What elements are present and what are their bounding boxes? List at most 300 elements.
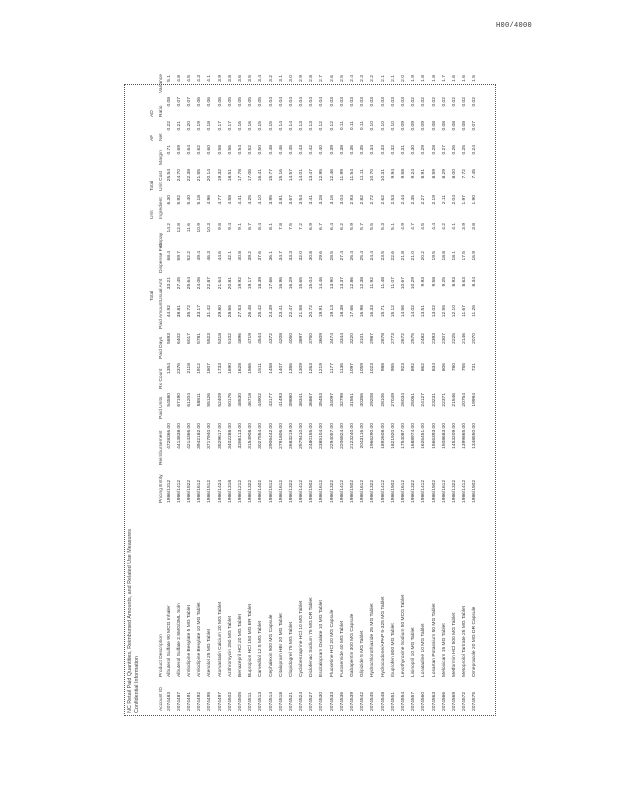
value-cell: 0.11 bbox=[339, 121, 345, 131]
product-description-cell: Lisinopril 10 MG Tablet bbox=[411, 627, 417, 677]
product-description-cell: Gabapentin 300 MG Capsule bbox=[350, 613, 356, 677]
value-cell: 8.34 bbox=[472, 277, 478, 287]
table-row bbox=[430, 73, 440, 713]
value-cell: 0.62 bbox=[197, 145, 203, 155]
value-cell: 30.8 bbox=[309, 251, 315, 261]
value-cell: 10.29 bbox=[411, 277, 417, 290]
value-cell: 0.10 bbox=[380, 121, 386, 131]
value-cell: 2482 bbox=[421, 333, 427, 344]
value-cell: 22.47 bbox=[288, 305, 294, 318]
value-cell: 12.95 bbox=[319, 169, 325, 182]
account-id-cell: 2074551 bbox=[390, 691, 396, 711]
account-id-cell: 2074554 bbox=[400, 691, 406, 711]
value-cell: 1986/1502 bbox=[350, 479, 356, 503]
value-cell: 0.12 bbox=[319, 121, 325, 131]
value-cell: 21.0 bbox=[411, 251, 417, 261]
value-cell: 44.92 bbox=[166, 305, 172, 318]
value-cell: 52.2 bbox=[187, 251, 193, 261]
value-cell: 25.42 bbox=[258, 305, 264, 318]
value-cell: 1511 bbox=[258, 363, 264, 374]
value-cell: 26034 bbox=[400, 393, 406, 407]
value-cell: 0.04 bbox=[309, 97, 315, 107]
value-cell: 54580 bbox=[166, 393, 172, 407]
header-group-cell: AF bbox=[150, 134, 156, 141]
value-cell: 19.92 bbox=[237, 277, 243, 290]
account-id-cell: 2074545 bbox=[370, 691, 376, 711]
value-cell: 33.3 bbox=[288, 251, 294, 261]
value-cell: 0.04 bbox=[278, 97, 284, 107]
product-description-cell: Bupropion HCl 150 MG ER Tablet bbox=[248, 603, 254, 677]
value-cell: 11.92 bbox=[370, 277, 376, 289]
column-header: Usual Amt bbox=[159, 278, 165, 301]
value-cell: 28.66 bbox=[227, 305, 233, 318]
value-cell: 1966290.00 bbox=[370, 423, 376, 449]
value-cell: 21.64 bbox=[217, 277, 223, 290]
column-header: Account ID bbox=[159, 687, 165, 711]
value-cell: 834 bbox=[431, 363, 437, 372]
table-row bbox=[247, 73, 257, 713]
value-cell: 4.25 bbox=[248, 195, 254, 205]
value-cell: 20.14 bbox=[207, 169, 213, 182]
value-cell: 1986/1322 bbox=[248, 479, 254, 503]
value-cell: 3.0 bbox=[288, 75, 294, 82]
value-cell: 1986/1502 bbox=[390, 479, 396, 503]
value-cell: 3.16 bbox=[329, 195, 335, 205]
value-cell: 0.19 bbox=[197, 121, 203, 131]
value-cell: 16.33 bbox=[370, 305, 376, 318]
value-cell: 8.59 bbox=[431, 169, 437, 179]
value-cell: 3897 bbox=[299, 333, 305, 344]
value-cell: 5.92 bbox=[176, 195, 182, 205]
header-group-cell bbox=[147, 391, 156, 421]
value-cell: 11.54 bbox=[350, 169, 356, 181]
value-cell: 2.6 bbox=[329, 75, 335, 82]
account-id-cell: 2074560 bbox=[421, 691, 427, 711]
value-cell: 1986/1512 bbox=[207, 479, 213, 503]
value-cell: 0.16 bbox=[237, 121, 243, 131]
table-row bbox=[287, 73, 297, 713]
value-cell: 14.2 bbox=[166, 223, 172, 233]
value-cell: 24.06 bbox=[197, 277, 203, 290]
value-cell: 22.6 bbox=[390, 251, 396, 261]
value-cell: 3402288.00 bbox=[227, 423, 233, 449]
value-cell: 11.11 bbox=[360, 169, 366, 181]
value-cell: 0.11 bbox=[350, 121, 356, 131]
value-cell: 2385104.00 bbox=[319, 423, 325, 449]
value-cell: 1986/1412 bbox=[462, 479, 468, 503]
product-description-cell: Glipizide 5 MG Tablet bbox=[360, 630, 366, 677]
product-description-cell: Citalopram HBr 20 MG Tablet bbox=[278, 613, 284, 677]
account-id-cell: 2074572 bbox=[462, 691, 468, 711]
value-cell: 14.46 bbox=[319, 277, 325, 290]
value-cell: 3.8 bbox=[472, 223, 478, 230]
value-cell: 2575 bbox=[411, 333, 417, 344]
value-cell: 19.17 bbox=[248, 277, 254, 290]
value-cell: 48530 bbox=[237, 393, 243, 407]
value-cell: 0.03 bbox=[339, 97, 345, 107]
value-cell: 11.67 bbox=[462, 305, 468, 317]
value-cell: 1986/1322 bbox=[370, 479, 376, 503]
value-cell: 3.2 bbox=[268, 75, 274, 82]
product-description-cell: Diclofenac Sodium 75 MG DR Tablet bbox=[309, 597, 315, 677]
table-row bbox=[471, 73, 481, 713]
value-cell: 16.29 bbox=[288, 277, 294, 290]
value-cell: 0.15 bbox=[268, 121, 274, 131]
value-cell: 2791806.00 bbox=[278, 423, 284, 449]
value-cell: 10.67 bbox=[400, 277, 406, 290]
value-cell: 1986/1522 bbox=[187, 479, 193, 503]
account-id-cell: 2074513 bbox=[258, 691, 264, 711]
value-cell: 0.07 bbox=[472, 121, 478, 131]
table-row bbox=[185, 73, 195, 713]
value-cell: 0.05 bbox=[227, 97, 233, 107]
value-cell: 35.72 bbox=[187, 305, 193, 318]
value-cell: 892 bbox=[411, 363, 417, 372]
account-id-cell: 2074487 bbox=[176, 691, 182, 711]
value-cell: 5.1 bbox=[390, 223, 396, 230]
value-cell: 5.40 bbox=[187, 195, 193, 205]
value-cell: 4.77 bbox=[217, 195, 223, 205]
value-cell: 0.04 bbox=[319, 97, 325, 107]
value-cell: 10.9 bbox=[197, 223, 203, 233]
value-cell: 27049 bbox=[390, 393, 396, 407]
value-cell: 41493 bbox=[278, 393, 284, 407]
value-cell: 0.32 bbox=[390, 145, 396, 155]
value-cell: 3.5 bbox=[248, 75, 254, 82]
table-row bbox=[348, 73, 358, 713]
value-cell: 0.45 bbox=[288, 145, 294, 155]
value-cell: 37.6 bbox=[258, 251, 264, 261]
value-cell: 30356 bbox=[360, 393, 366, 407]
account-id-cell: 2074491 bbox=[187, 691, 193, 711]
data-table bbox=[147, 73, 481, 713]
product-description-cell: Atorvastatin Calcium 20 MG Tablet bbox=[217, 601, 223, 677]
value-cell: 2.5 bbox=[339, 75, 345, 82]
value-cell: 8.63 bbox=[462, 277, 468, 287]
value-cell: 1136 bbox=[339, 363, 345, 374]
value-cell: 2.1 bbox=[390, 75, 396, 82]
account-id-cell: 2074548 bbox=[380, 691, 386, 711]
table-row bbox=[420, 73, 430, 713]
value-cell: 2118 bbox=[187, 363, 193, 374]
header-group-cell bbox=[147, 467, 156, 505]
product-description-cell: Carvedilol 12.5 MG Tablet bbox=[258, 620, 264, 677]
value-cell: 17.66 bbox=[268, 277, 274, 290]
value-cell: 0.17 bbox=[217, 121, 223, 131]
value-cell: 5781 bbox=[197, 333, 203, 344]
value-cell: 68.4 bbox=[166, 251, 172, 261]
value-cell: 0.15 bbox=[258, 121, 264, 131]
header-group-cell bbox=[147, 679, 156, 713]
header-group-cell bbox=[147, 249, 156, 275]
value-cell: 1986/1322 bbox=[329, 479, 335, 503]
value-cell: 6.7 bbox=[319, 223, 325, 230]
table-row bbox=[369, 73, 379, 713]
value-cell: 1263 bbox=[309, 363, 315, 374]
value-cell: 1348550.00 bbox=[472, 423, 478, 449]
column-header: Ingredient bbox=[159, 197, 165, 219]
value-cell: 3286113.00 bbox=[237, 423, 243, 449]
value-cell: 6.9 bbox=[309, 223, 315, 230]
header-group-cell bbox=[147, 73, 156, 95]
value-cell: 5.3 bbox=[380, 223, 386, 230]
value-cell: 15.12 bbox=[390, 305, 396, 318]
value-cell: 2146 bbox=[462, 333, 468, 344]
account-id-cell: 2074557 bbox=[411, 691, 417, 711]
value-cell: 3027554.00 bbox=[258, 423, 264, 449]
value-cell: 0.03 bbox=[370, 97, 376, 107]
value-cell: 0.36 bbox=[350, 145, 356, 155]
account-id-cell: 2074518 bbox=[278, 691, 284, 711]
value-cell: 1986/1318 bbox=[227, 479, 233, 503]
account-id-cell: 2074505 bbox=[237, 691, 243, 711]
value-cell: 2.0 bbox=[400, 75, 406, 82]
value-cell: 49.4 bbox=[197, 251, 203, 261]
value-cell: 3.4 bbox=[258, 75, 264, 82]
value-cell: 5.7 bbox=[360, 223, 366, 230]
table-row bbox=[410, 73, 420, 713]
column-header: Paid Days bbox=[159, 336, 165, 359]
value-cell: 13.47 bbox=[309, 169, 315, 182]
table-row bbox=[399, 73, 409, 713]
value-cell: 1.5 bbox=[472, 75, 478, 82]
value-cell: 0.02 bbox=[441, 97, 447, 107]
value-cell: 9.93 bbox=[421, 277, 427, 287]
value-cell: 59.7 bbox=[176, 251, 182, 261]
value-cell: 1177 bbox=[329, 363, 335, 374]
product-description-cell: Cyclobenzaprine HCl 10 MG Tablet bbox=[299, 600, 305, 677]
value-cell: 3.04 bbox=[339, 195, 345, 205]
value-cell: 7.45 bbox=[472, 169, 478, 179]
value-cell: 24127 bbox=[421, 393, 427, 407]
value-cell: 0.07 bbox=[187, 97, 193, 107]
account-id-cell: 2074536 bbox=[339, 691, 345, 711]
product-description-cell: Escitalopram Oxalate 10 MG Tablet bbox=[319, 600, 325, 677]
value-cell: 0.42 bbox=[309, 145, 315, 155]
value-cell: 5.9 bbox=[350, 223, 356, 230]
value-cell: 3154908.00 bbox=[248, 423, 254, 449]
value-cell: 1986/1412 bbox=[176, 479, 182, 503]
value-cell: 0.39 bbox=[329, 145, 335, 155]
value-cell: 2.62 bbox=[380, 195, 386, 205]
value-cell: 731 bbox=[472, 363, 478, 372]
value-cell: 4896 bbox=[237, 333, 243, 344]
value-cell: 4.4 bbox=[431, 223, 437, 230]
value-cell: 39.2 bbox=[248, 251, 254, 261]
value-cell: 2.27 bbox=[421, 195, 427, 205]
table-row bbox=[450, 73, 460, 713]
value-cell: 1986/1412 bbox=[339, 479, 345, 503]
value-cell: 21.58 bbox=[299, 305, 305, 318]
value-cell: 34097 bbox=[329, 393, 335, 407]
value-cell: 0.09 bbox=[400, 121, 406, 131]
value-cell: 0.33 bbox=[380, 145, 386, 155]
value-cell: 0.48 bbox=[268, 145, 274, 155]
value-cell: 13.37 bbox=[339, 277, 345, 290]
table-body bbox=[165, 73, 481, 713]
column-header: Reimbursement bbox=[159, 430, 165, 465]
value-cell: 18.51 bbox=[227, 169, 233, 182]
value-cell: 9.1 bbox=[237, 223, 243, 230]
value-cell: 29208 bbox=[370, 393, 376, 407]
value-cell: 0.46 bbox=[278, 145, 284, 155]
value-cell: 0.26 bbox=[451, 145, 457, 155]
value-cell: 23231 bbox=[431, 393, 437, 407]
value-cell: 4.41 bbox=[237, 195, 243, 205]
value-cell: 1309 bbox=[299, 363, 305, 374]
value-cell: 3.54 bbox=[299, 195, 305, 205]
header-group-cell: Total bbox=[150, 290, 156, 301]
value-cell: 0.10 bbox=[370, 121, 376, 131]
value-cell: 1986/1612 bbox=[319, 479, 325, 503]
value-cell: 1986/1612 bbox=[441, 479, 447, 503]
value-cell: 4.3 bbox=[197, 75, 203, 82]
value-cell: 755 bbox=[462, 363, 468, 372]
value-cell: 0.38 bbox=[339, 145, 345, 155]
value-cell: 43177 bbox=[268, 393, 274, 407]
value-cell: 6402 bbox=[176, 333, 182, 344]
value-cell: 0.14 bbox=[278, 121, 284, 131]
value-cell: 18.38 bbox=[339, 305, 345, 318]
value-cell: 36867 bbox=[309, 393, 315, 407]
product-description-cell: Hydrocodone/APAP 5-325 MG Tablet bbox=[380, 596, 386, 677]
value-cell: 7.5 bbox=[288, 223, 294, 230]
account-id-cell: 2074497 bbox=[217, 691, 223, 711]
value-cell: 0.25 bbox=[462, 145, 468, 155]
value-cell: 50176 bbox=[227, 393, 233, 407]
value-cell: 4372 bbox=[268, 333, 274, 344]
value-cell: 0.08 bbox=[431, 121, 437, 131]
product-description-cell: Fluoxetine HCl 20 MG Capsule bbox=[329, 609, 335, 677]
value-cell: 0.56 bbox=[227, 145, 233, 155]
value-cell: 0.11 bbox=[360, 121, 366, 131]
product-description-cell: Loratadine 10 MG Tablet bbox=[421, 623, 427, 677]
value-cell: 2480155.00 bbox=[309, 423, 315, 449]
header-group-cell: Total bbox=[150, 180, 156, 191]
value-cell: 8.29 bbox=[441, 169, 447, 179]
value-cell: 3344 bbox=[339, 333, 345, 344]
value-cell: 42.1 bbox=[227, 251, 233, 261]
value-cell: 4214366.00 bbox=[187, 423, 193, 449]
value-cell: 25061 bbox=[411, 393, 417, 407]
value-cell: 2683219.00 bbox=[288, 423, 294, 449]
value-cell: 2294057.00 bbox=[329, 423, 335, 449]
value-cell: 1892608.00 bbox=[380, 423, 386, 449]
value-cell: 1407 bbox=[278, 363, 284, 374]
value-cell: 12.55 bbox=[441, 305, 447, 318]
value-cell: 0.13 bbox=[309, 121, 315, 131]
header-group-cell: Unit bbox=[150, 210, 156, 219]
header-group-cell bbox=[147, 421, 156, 467]
value-cell: 17.06 bbox=[248, 169, 254, 182]
value-cell: 0.02 bbox=[421, 97, 427, 107]
value-cell: 0.12 bbox=[329, 121, 335, 131]
value-cell: 33.21 bbox=[166, 277, 172, 290]
value-cell: 11.99 bbox=[339, 169, 345, 181]
value-cell: 29.6 bbox=[319, 251, 325, 261]
column-header: Pricing Entity bbox=[159, 474, 165, 503]
value-cell: 2.19 bbox=[431, 195, 437, 205]
value-cell: 38.81 bbox=[176, 305, 182, 318]
value-cell: 1986/1322 bbox=[288, 479, 294, 503]
value-cell: 1.6 bbox=[451, 75, 457, 82]
value-cell: 0.40 bbox=[319, 145, 325, 155]
table-row bbox=[328, 73, 338, 713]
value-cell: 0.02 bbox=[462, 97, 468, 107]
value-cell: 1.90 bbox=[472, 195, 478, 205]
value-cell: 0.16 bbox=[248, 121, 254, 131]
value-cell: 7.2 bbox=[299, 223, 305, 230]
value-cell: 1356 bbox=[288, 363, 294, 374]
value-cell: 3.28 bbox=[319, 195, 325, 205]
value-cell: 1.97 bbox=[462, 195, 468, 205]
account-id-cell: 2074524 bbox=[299, 691, 305, 711]
value-cell: 3.6 bbox=[237, 75, 243, 82]
table-row bbox=[267, 73, 277, 713]
value-cell: 3529617.00 bbox=[217, 423, 223, 449]
product-description-cell: Levothyroxine Sodium 50 MCG Tablet bbox=[400, 594, 406, 677]
value-cell: 9.24 bbox=[411, 169, 417, 179]
value-cell: 0.02 bbox=[472, 97, 478, 107]
value-cell: 0.05 bbox=[258, 97, 264, 107]
value-cell: 5893 bbox=[166, 333, 172, 344]
value-cell: 12.8 bbox=[176, 223, 182, 233]
value-cell: 1986/1502 bbox=[472, 479, 478, 503]
value-cell: 0.03 bbox=[350, 97, 356, 107]
product-description-cell: Losartan Potassium 50 MG Tablet bbox=[431, 603, 437, 677]
table-row bbox=[460, 73, 470, 713]
value-cell: 2.53 bbox=[390, 195, 396, 205]
value-cell: 1986/1322 bbox=[411, 479, 417, 503]
value-cell: 12.38 bbox=[360, 277, 366, 290]
value-cell: 2987 bbox=[370, 333, 376, 344]
account-id-cell: 2074542 bbox=[360, 691, 366, 711]
value-cell: 1219 bbox=[319, 363, 325, 374]
table-row bbox=[440, 73, 450, 713]
product-description-cell: Atenolol 25 MG Tablet bbox=[207, 628, 213, 677]
value-cell: 4.58 bbox=[227, 195, 233, 205]
account-id-cell: 2074575 bbox=[472, 691, 478, 711]
product-description-cell: Metoprolol Tartrate 25 MG Tablet bbox=[462, 605, 468, 677]
value-cell: 8.00 bbox=[451, 169, 457, 179]
value-cell: 6.4 bbox=[329, 223, 335, 230]
value-cell: 23.5 bbox=[380, 251, 386, 261]
value-cell: 22.87 bbox=[207, 277, 213, 290]
value-cell: 17.78 bbox=[237, 169, 243, 182]
value-cell: 44.6 bbox=[217, 251, 223, 261]
value-cell: 3.67 bbox=[288, 195, 294, 205]
column-header: Paid Units bbox=[159, 396, 165, 419]
value-cell: 0.04 bbox=[268, 97, 274, 107]
value-cell: 0.09 bbox=[421, 121, 427, 131]
value-cell: 38341 bbox=[299, 393, 305, 407]
value-cell: 0.17 bbox=[227, 121, 233, 131]
value-cell: 22.38 bbox=[187, 169, 193, 182]
account-id-cell: 2074527 bbox=[309, 691, 315, 711]
value-cell: 0.08 bbox=[462, 121, 468, 131]
value-cell: 4.5 bbox=[187, 75, 193, 82]
value-cell: 2123240.00 bbox=[350, 423, 356, 449]
value-cell: 4.96 bbox=[207, 195, 213, 205]
value-cell: 4.9 bbox=[400, 223, 406, 230]
value-cell: 1628 bbox=[237, 363, 243, 374]
value-cell: 1986/1322 bbox=[451, 479, 457, 503]
value-cell: 11.07 bbox=[390, 277, 396, 289]
value-cell: 0.20 bbox=[187, 121, 193, 131]
value-cell: 2376 bbox=[176, 363, 182, 374]
value-cell: 0.02 bbox=[431, 97, 437, 107]
value-cell: 806 bbox=[441, 363, 447, 372]
